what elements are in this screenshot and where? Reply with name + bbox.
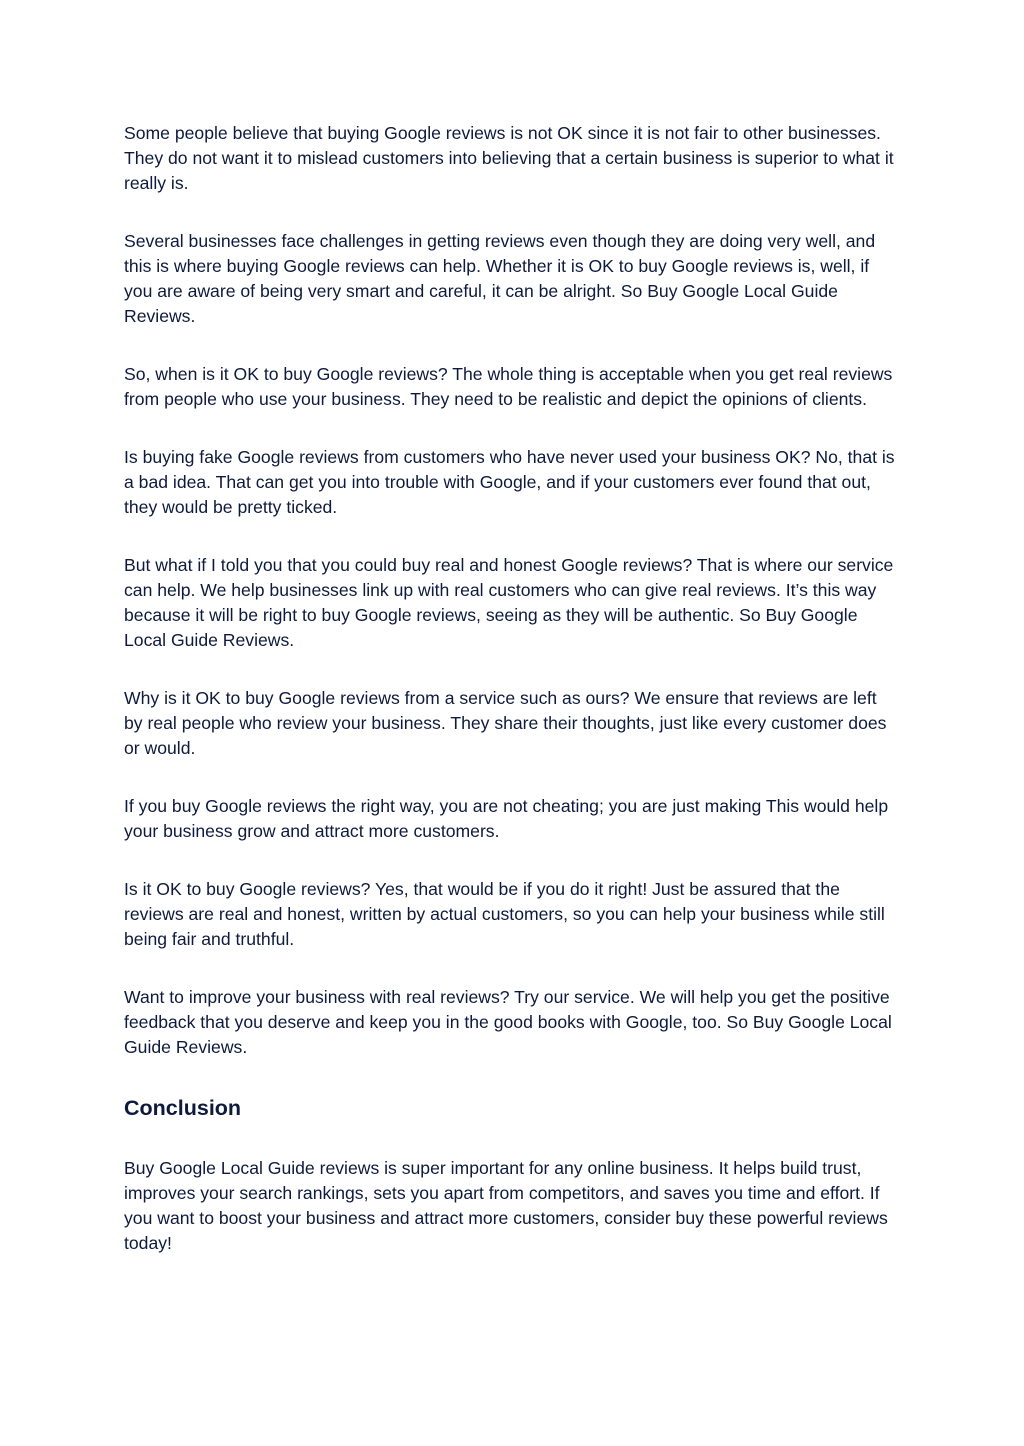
- paragraph: Several businesses face challenges in getting reviews even though they are doing very well, and this is where buying Google reviews can help. Whether it is OK to buy Google reviews is, well, if you are aware of being very smart and careful, it can be alright. So Buy Google Local Guide Reviews.: [124, 231, 876, 326]
- paragraph: If you buy Google reviews the right way, you are not cheating; you are just making This would help your business grow and attract more customers.: [124, 796, 889, 841]
- conclusion-paragraph: Buy Google Local Guide reviews is super important for any online business. It helps build trust, improves your search rankings, sets you apart from competitors, and saves you time and effort. If you want to boost your business and attract more customers, consider buy these powerful reviews today!: [124, 1158, 888, 1253]
- paragraph: Why is it OK to buy Google reviews from a service such as ours? We ensure that reviews are left by real people who review your business. They share their thoughts, just like every customer does or would.: [124, 688, 887, 758]
- paragraph: Some people believe that buying Google reviews is not OK since it is not fair to other businesses. They do not want it to mislead customers into believing that a certain business is superior to what it really is.: [124, 123, 894, 193]
- paragraph: But what if I told you that you could buy real and honest Google reviews? That is where our service can help. We help businesses link up with real customers who can give real reviews. It’s this way because it will be right to buy Google reviews, seeing as they will be authentic. So Buy Google Local Guide Reviews.: [124, 555, 894, 650]
- document-body: [124, 121, 900, 1289]
- paragraph: Want to improve your business with real reviews? Try our service. We will help you get the positive feedback that you deserve and keep you in the good books with Google, too. So Buy Google Local Guide Reviews.: [124, 987, 892, 1057]
- paragraph: Is buying fake Google reviews from customers who have never used your business OK? No, that is a bad idea. That can get you into trouble with Google, and if your customers ever found that out, they would be pretty ticked.: [124, 447, 895, 517]
- paragraph: So, when is it OK to buy Google reviews? The whole thing is acceptable when you get real reviews from people who use your business. They need to be realistic and depict the opinions of clients.: [124, 364, 893, 409]
- conclusion-heading: Conclusion: [124, 1096, 242, 1120]
- paragraph: Is it OK to buy Google reviews? Yes, that would be if you do it right! Just be assured that the reviews are real and honest, written by actual customers, so you can help your business while still being fair and truthful.: [124, 879, 885, 949]
